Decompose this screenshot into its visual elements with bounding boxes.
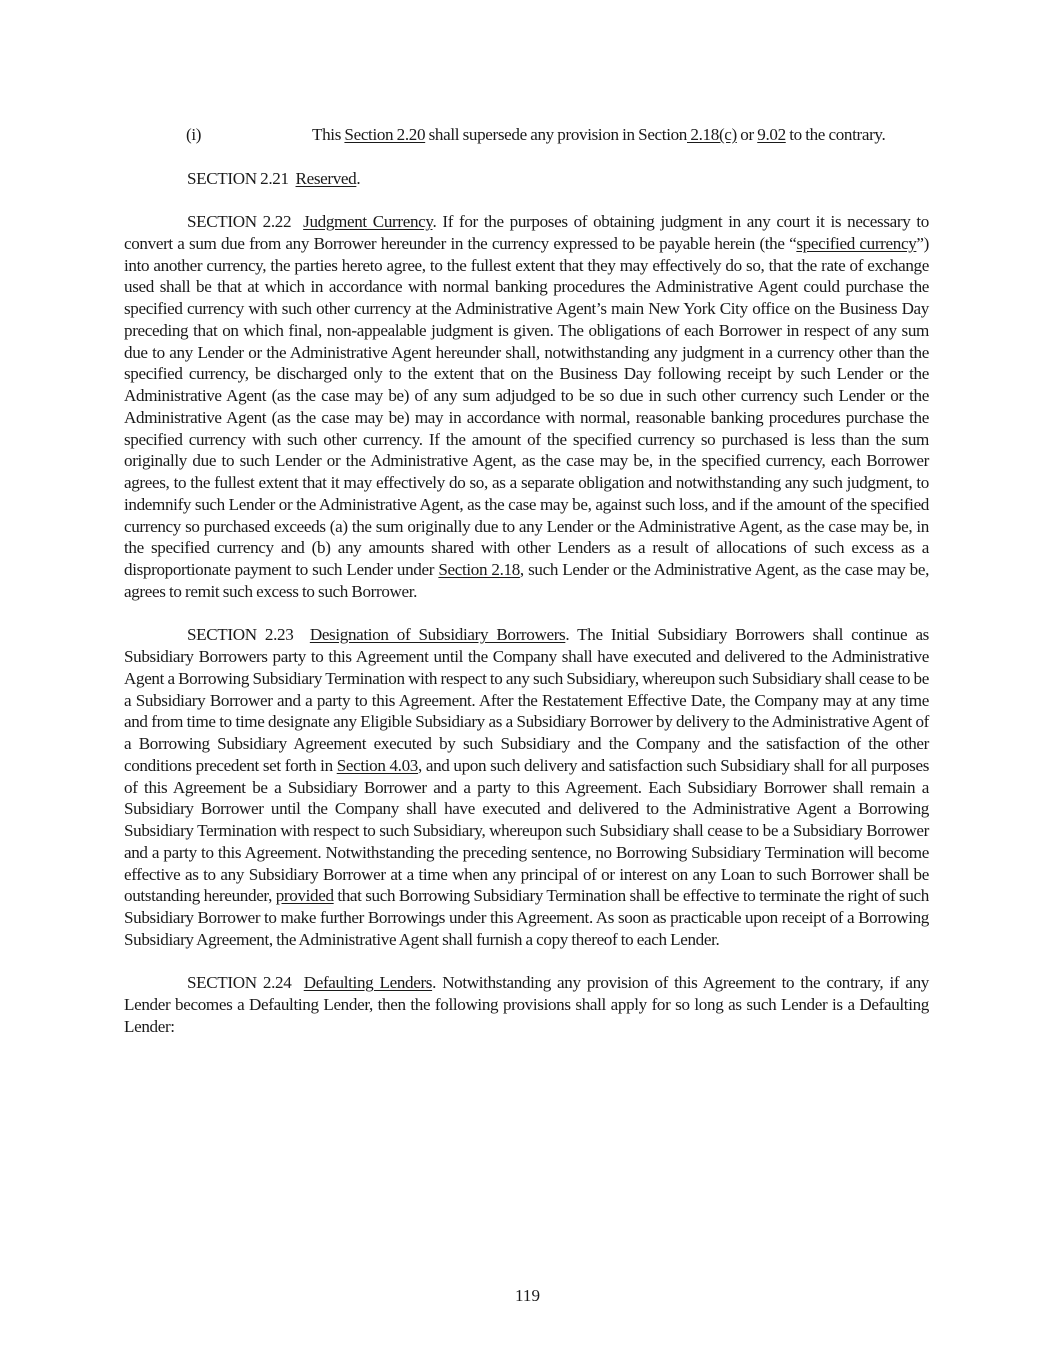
proviso-term: provided bbox=[275, 886, 334, 906]
section-body: , and upon such delivery and satisfaction such Subsidiary shall for all purposes of this Agreement be a Subsidiary Borrower and a party to this Agreement. Each Subsidiary Borrower shall remain a Subsidiary Borrower until the Company shall have executed and delivered to the Administrative Agent a Borrowing Subsidiary Termination with respect to such Subsidiary, whereupon such Subsidiary shall cease to be a Subsidiary Borrower and a party to this Agreement. Notwithstanding the preceding sentence, no Borrowing Subsidiary Termination will become effective as to any Subsidiary Borrower at a time when any principal of or interest on any Loan to such Borrower shall be outstanding hereunder, bbox=[124, 755, 929, 906]
clause-text-mid: shall supersede any provision in Section bbox=[425, 125, 687, 144]
section-body: . Notwithstanding any provision of this Agreement to the contrary, if any Lender becomes a Defaulting Lender, then the following provisions shall apply for so long as such Lender is a Defaulting Lender: bbox=[124, 973, 929, 1036]
section-title: Judgment Currency bbox=[303, 212, 433, 231]
section-body: that such Borrowing Subsidiary Termination shall be effective to terminate the right of such Subsidiary Borrower to make further Borrowings under this Agreement. As soon as practicable upon receipt of a Borrowing Subsidiary Agreement, the Administrative Agent shall furnish a copy thereof to each Lender. bbox=[124, 886, 929, 949]
section-2-24 bbox=[124, 972, 929, 1037]
section-number: SECTION 2.24 bbox=[187, 973, 292, 993]
defined-term: specified currency bbox=[796, 233, 917, 253]
section-2-22 bbox=[124, 211, 929, 603]
section-2-21 bbox=[187, 168, 929, 190]
section-reference-link: Section 2.18 bbox=[438, 560, 520, 579]
section-body: , such Lender or the Administrative Agent, as the case may be, agrees to remit such excess to such Borrower. bbox=[124, 560, 929, 601]
section-number: SECTION 2.22 bbox=[187, 212, 292, 231]
section-reference-link: Section 4.03 bbox=[336, 755, 418, 775]
section-reference-link: 2.18(c) bbox=[687, 125, 737, 144]
clause-label: (i) bbox=[186, 125, 202, 144]
section-title: Reserved bbox=[295, 168, 357, 188]
section-reference-link: 9.02 bbox=[757, 125, 786, 144]
clause-text-mid: or bbox=[736, 125, 758, 144]
section-body: . The Initial Subsidiary Borrowers shall continue as Subsidiary Borrowers party to this Agreement until the Company shall have executed and delivered to the Administrative Agent a Borrowing Subsidiary Termination with respect to any such Subsidiary, whereupon such Subsidiary shall cease to be a Subsidiary Borrower and a party to this Agreement. After the Restatement Effective Date, the Company may at any time and from time to time designate any Eligible Subsidiary as a Subsidiary Borrower by delivery to the Administrative Agent of a Borrowing Subsidiary Agreement executed by such Subsidiary and the Company and the satisfaction of the other conditions precedent set forth in bbox=[124, 625, 929, 775]
document-page bbox=[124, 124, 929, 1059]
clause-text-pre: This bbox=[312, 125, 345, 144]
section-body: ”) into another currency, the parties hereto agree, to the fullest extent that they may effectively do so, that the rate of exchange used shall be that at which in accordance with normal banking procedures the Administrative Agent could purchase the specified currency with such other currency at the Administrative Agent’s main New York City office on the Business Day preceding that on which final, non-appealable judgment is given. The obligations of each Borrower in respect of any sum due to any Lender or the Administrative Agent hereunder shall, notwithstanding any judgment in a currency other than the specified currency, be discharged only to the extent that on the Business Day following receipt by such Lender or the Administrative Agent (as the case may be) of any sum adjudged to be so due in such other currency such Lender or the Administrative Agent (as the case may be) may in accordance with normal, reasonable banking procedures purchase the specified currency with such other currency. If the amount of the specified currency so purchased is less than the sum originally due to such Lender or the Administrative Agent, as the case may be, in the specified currency, each Borrower agrees, to the fullest extent that it may effectively do so, as a separate obligation and notwithstanding any such judgment, to indemnify such Lender or the Administrative Agent, as the case may be, against such loss, and if the amount of the specified currency so purchased exceeds (a) the sum originally due to any Lender or the Administrative Agent, as the case may be, in the specified currency and (b) any amounts shared with other Lenders as a result of allocations of such excess as a disproportionate payment to such Lender under bbox=[124, 233, 929, 579]
clause-i bbox=[187, 124, 929, 146]
section-2-23 bbox=[124, 624, 929, 950]
section-number: SECTION 2.21 bbox=[187, 168, 289, 188]
clause-text-post: to the contrary. bbox=[785, 125, 886, 144]
section-title: Designation of Subsidiary Borrowers bbox=[309, 625, 566, 645]
section-title-period: . bbox=[356, 168, 361, 188]
section-number: SECTION 2.23 bbox=[187, 625, 294, 645]
section-title: Defaulting Lenders bbox=[303, 973, 433, 993]
section-reference-link: Section 2.20 bbox=[344, 125, 426, 144]
section-body: . If for the purposes of obtaining judgment in any court it is necessary to convert a sum due from any Borrower hereunder in the currency expressed to be payable herein (the “ bbox=[124, 212, 929, 253]
page-number: 119 bbox=[514, 1286, 540, 1305]
